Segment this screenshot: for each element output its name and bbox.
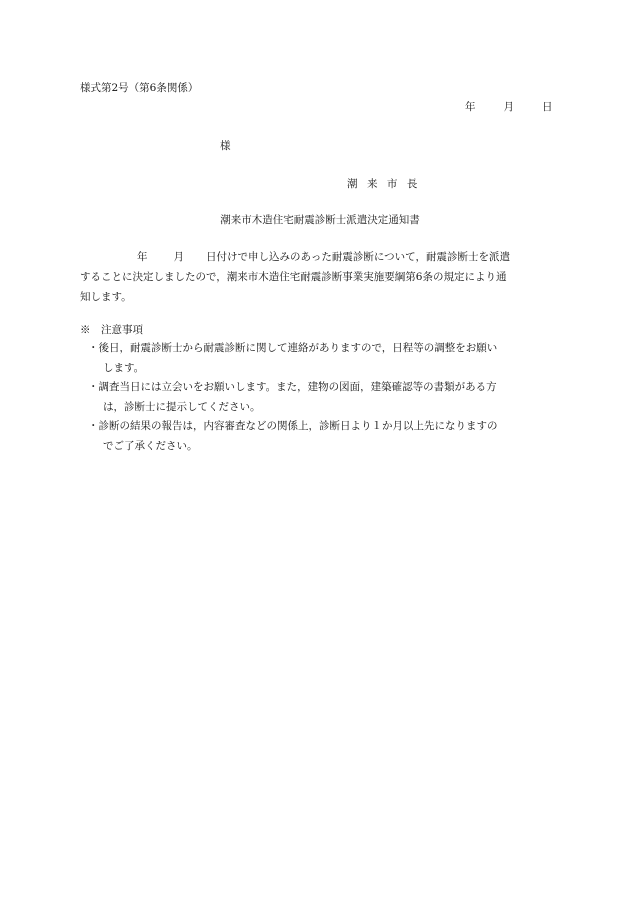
body-text bbox=[80, 247, 550, 307]
note-item bbox=[88, 378, 558, 417]
date-year-label: 年 bbox=[465, 101, 476, 113]
date-day-label: 日 bbox=[542, 101, 553, 113]
note-item-line: でご了承ください。 bbox=[103, 439, 198, 452]
note-item-line: は，診断士に提示してください。 bbox=[103, 400, 261, 413]
notes-list bbox=[88, 339, 558, 456]
body-line-1 bbox=[80, 247, 550, 267]
form-number: 様式第2号（第6条関係） bbox=[80, 82, 199, 94]
body-line-1-text: 日付けで申し込みのあった耐震診断について，耐震診断士を派遣 bbox=[206, 251, 510, 263]
document-title: 潮来市木造住宅耐震診断士派遣決定通知書 bbox=[220, 214, 420, 226]
note-item bbox=[88, 417, 558, 456]
note-item-line: ・調査当日には立会いをお願いします。また，建物の図面，建築確認等の書類がある方 bbox=[88, 381, 497, 393]
body-month-label: 月 bbox=[173, 251, 184, 263]
sender-name: 潮来市長 bbox=[347, 178, 427, 190]
body-line-2: することに決定しましたので，潮来市木造住宅耐震診断事業実施要綱第6条の規定により通 bbox=[80, 271, 507, 283]
body-line-3: 知します。 bbox=[80, 291, 132, 303]
note-item-line: ・診断の結果の報告は，内容審査などの関係上，診断日より１か月以上先になりますの bbox=[88, 420, 498, 432]
note-item-line: します。 bbox=[103, 361, 145, 374]
date-line bbox=[465, 99, 553, 114]
note-item-line: ・後日，耐震診断士から耐震診断に関して連絡がありますので，日程等の調整をお願い bbox=[88, 342, 498, 354]
addressee-suffix: 様 bbox=[220, 140, 231, 152]
body-year-label: 年 bbox=[137, 251, 148, 263]
notes-heading: ※ 注意事項 bbox=[80, 324, 143, 336]
note-item bbox=[88, 339, 558, 378]
date-month-label: 月 bbox=[503, 101, 514, 113]
